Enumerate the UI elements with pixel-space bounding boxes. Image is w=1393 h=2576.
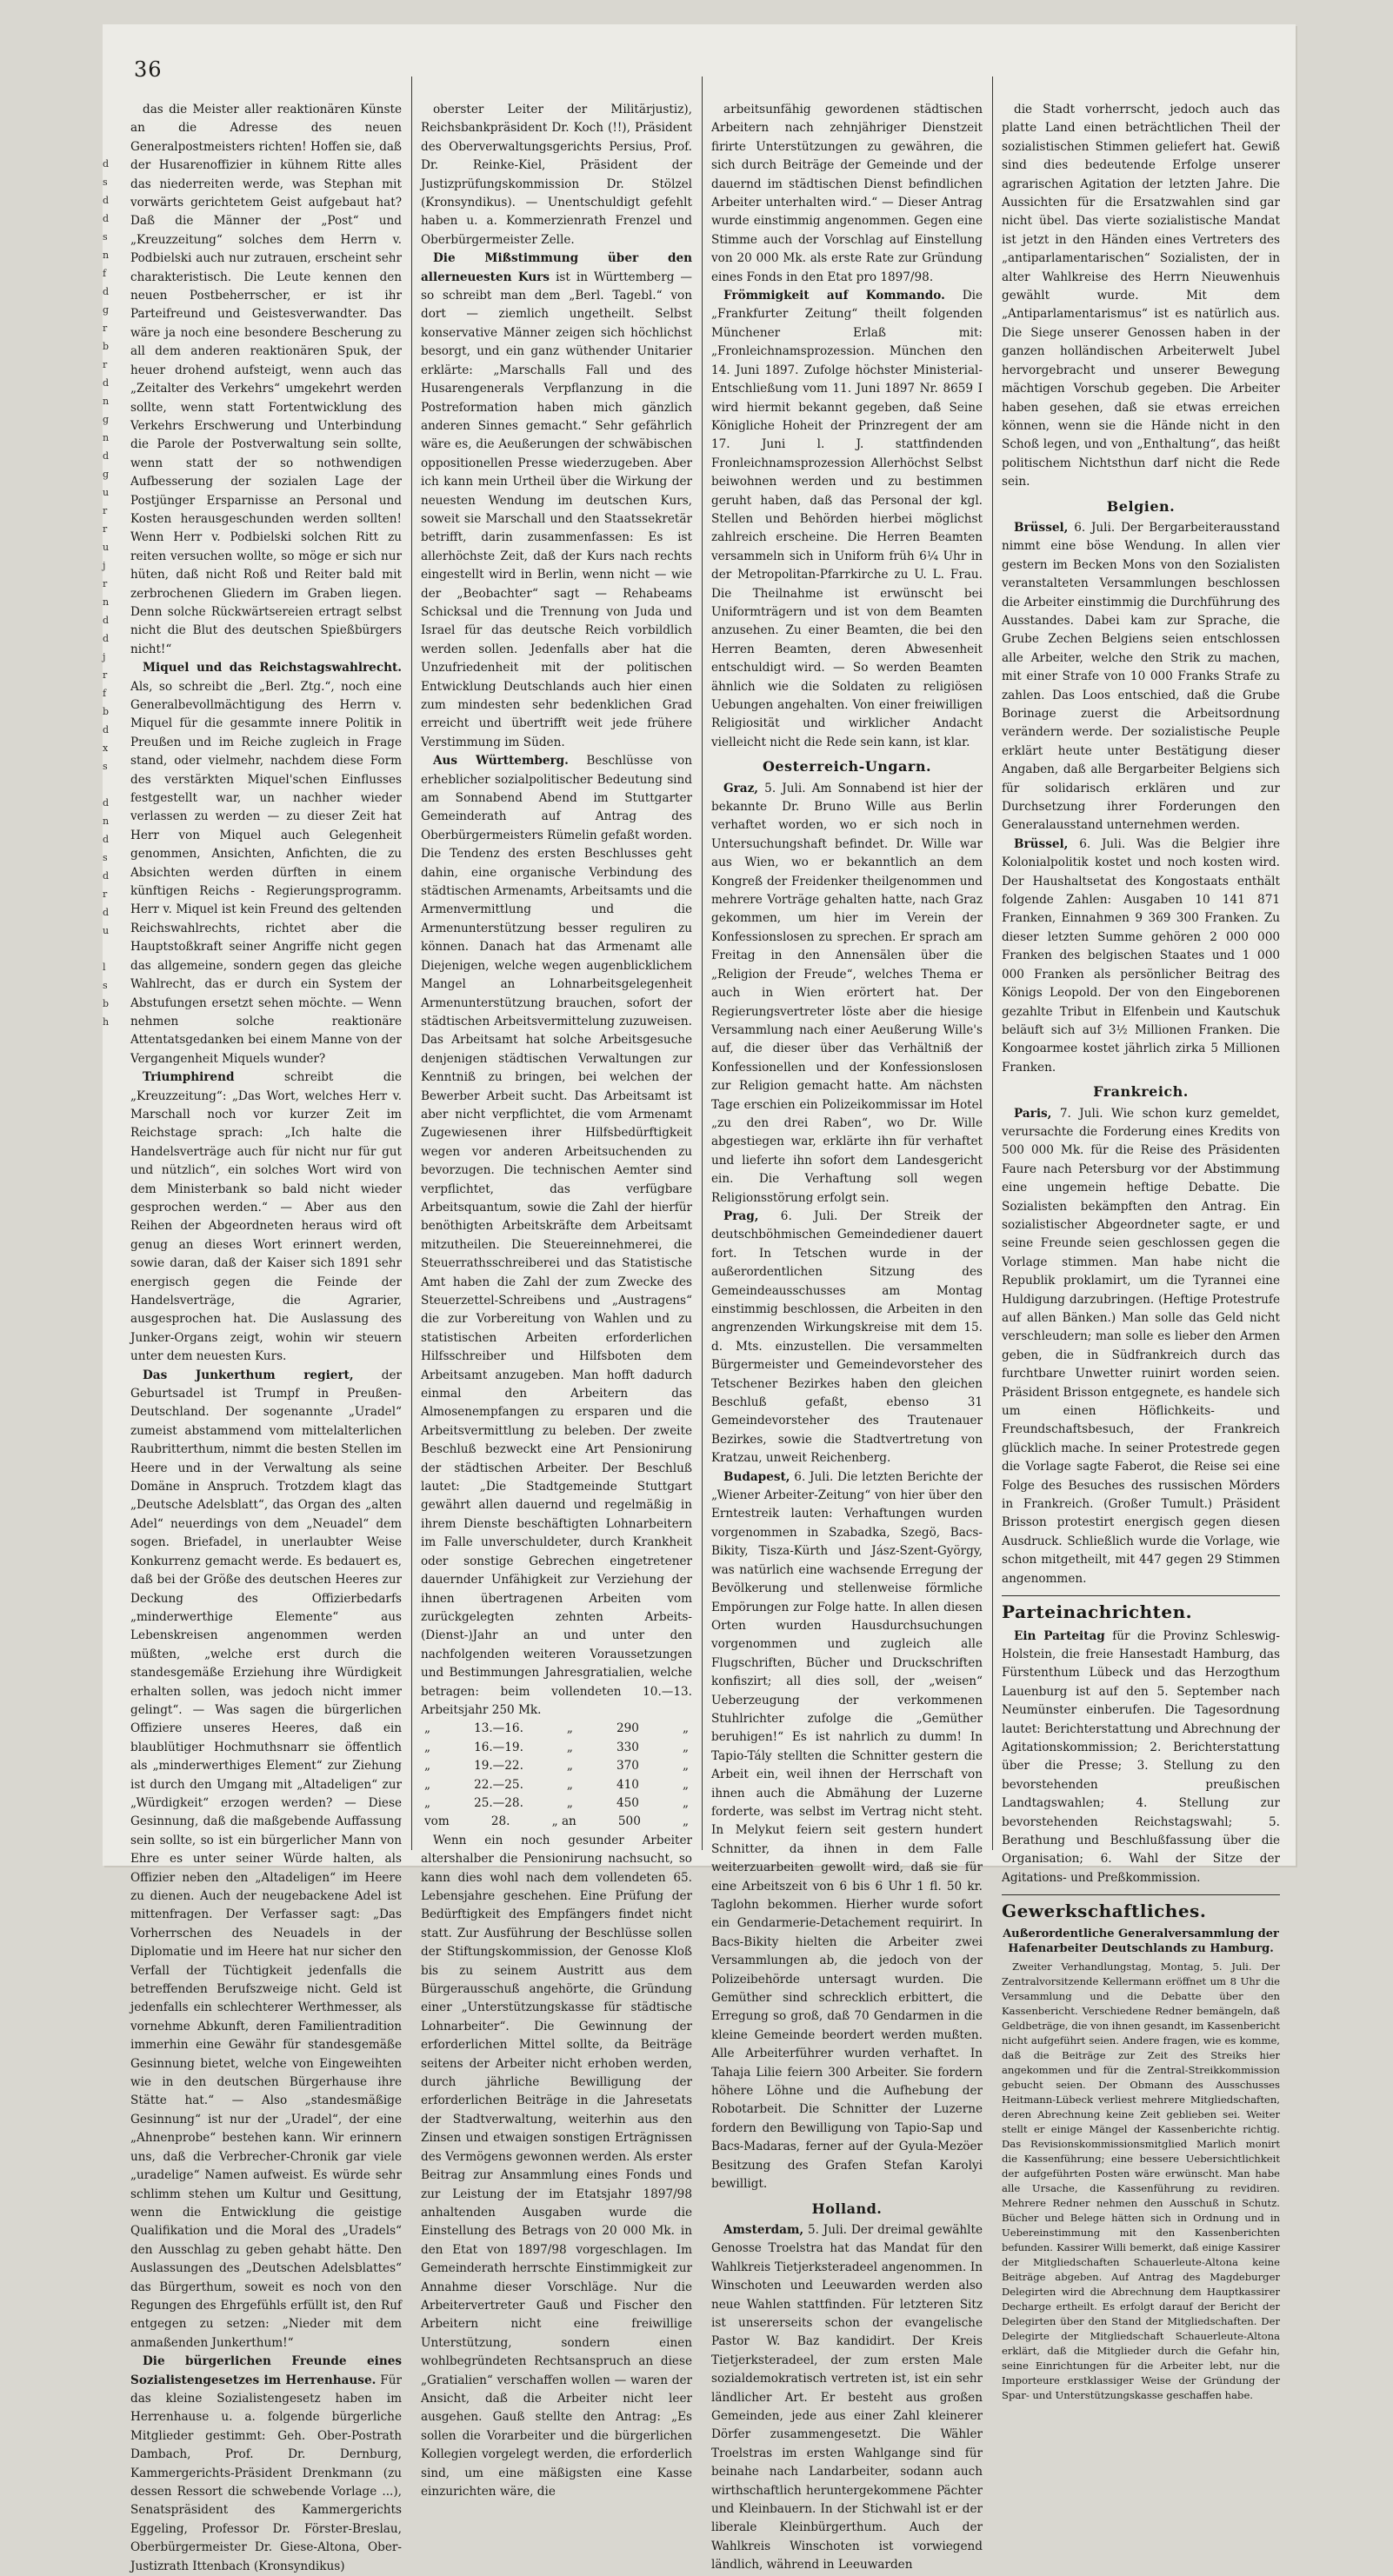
table-cell: „ <box>424 1795 431 1810</box>
table-cell: „ <box>566 1740 573 1754</box>
article-lead: Aus Württemberg. <box>433 754 569 769</box>
article-lead: Amsterdam, <box>723 2222 804 2237</box>
rubric-heading: Parteinachrichten. <box>1002 1601 1193 1623</box>
table-row <box>421 1720 692 1738</box>
article-lead: Paris, <box>1014 1106 1052 1121</box>
article-text: Für das kleine Sozialistengesetz haben im Herrenhause u. a. folgende bürgerliche Mitglieder gestimmt: Geh. Ober-Postrath Dambach, Prof. Dr. Dernburg, Kammergerichts-Präsident Drenkmann (zu dessen Ressort die schwebende Vorlage ...), Senatspräsident des Kammergerichts Eggeling, Professor Dr. Förster-Breslau, Oberbürgermeister Dr. Giese-Altona, Ober-Justizrath Ittenbach (Kronsyndikus) <box>130 2373 402 2573</box>
article-paragraph <box>711 2221 983 2575</box>
article-lead: Brüssel, <box>1014 836 1069 851</box>
article-lead: Triumphirend <box>143 1070 235 1085</box>
article-lead: Miquel und das Reichstagswahlrecht. <box>143 661 402 676</box>
article-lead: Frömmigkeit auf Kommando. <box>723 289 945 303</box>
article-text: Zweiter Verhandlungstag, Montag, 5. Juli. Der Zentralvorsitzende Kellermann eröffnet um 8 Uhr die Versammlung und die Debatte über den Kassenbericht. Verschiedene Redner bemängeln, daß Geldbeträge, die von ihnen gesandt, im Kassenbericht nicht aufgeführt seien. Andere fragen, wie es komme, daß die Beiträge zur Zeit des Streiks hier angekommen und für die Zentral-Streikkommission gebucht seien. Der Obmann des Ausschusses Heitmann-Lübeck verliest mehrere Mitgliedschaften, deren Abrechnung keine Zeit geblieben sei. Weiter stellt er einige Mängel der Kassenberichte richtig. Das Revisionskommissionsmitglied Marlich monirt die Kassenführung; eine bessere Uebersichtlichkeit der aufgeführten Posten wäre erwünscht. Man habe alle Ursache, die Kassenführung zu revidiren. Mehrere Redner nehmen den Ausschuß in Schutz. Bücher und Belege hätten sich in Ordnung und in Uebereinstimmung mit den Kassenberichten befunden. Kassirer Willi bemerkt, daß einige Kassirer der Mitgliedschaften Schauerleute-Altona keine Beiträge abgeben. Auf Antrag des Magdeburger Delegirten wird die Abrechnung dem Hauptkassirer Decharge ertheilt. Es erfolgt darauf der Bericht der Delegirten über den Stand der Mitgliedschaften. Der Delegirte der Mitgliedschaft Schauerleute-Altona erklärt, daß die Mitglieder durch die Gefahr hin, seine Einrichtungen für die Arbeiter lebt, nur die Importeure erstklassiger Weise der Gründung der Spar- und Unterstützungskasse geschaffen habe. <box>1002 1960 1280 2401</box>
gratuity-table <box>421 1720 692 1831</box>
section-heading: Holland. <box>811 2200 883 2217</box>
table-cell: „ <box>566 1795 573 1810</box>
article-paragraph <box>711 287 983 752</box>
table-cell: 410 <box>616 1777 639 1792</box>
left-margin-text: d s d d s n f d g r b r d n g n d g u r r u j r n d d j r f b d x s d n d s d r d u l s b h <box>103 158 110 1028</box>
table-cell: „ <box>566 1759 573 1774</box>
article-lead: Die bürgerlichen Freunde eines Sozialistengesetzes im Herrenhause. <box>130 2354 402 2387</box>
article-paragraph <box>1002 101 1280 492</box>
article-paragraph <box>711 1208 983 1468</box>
article-paragraph <box>130 2353 402 2576</box>
table-cell: 25.—28. <box>474 1795 523 1810</box>
article-text: Beschlüsse von erheblicher sozialpolitischer Bedeutung sind am Sonnabend Abend im Stuttgarter Gemeinderath auf Antrag des Oberbürgermeisters Rümelin gefaßt worden. Die Tendenz des ersten Beschlusses geht dahin, eine organische Verbindung des städtischen Armenamts, Arbeitsamts und die Armenvermittlung und die Armenunterstützung besser reguliren zu können. Danach hat das Armenamt alle Diejenigen, welche wegen augenblicklichem Mangel an Lohnarbeitsgelegenheit Armenunterstützung brauchen, sofort der städtischen Arbeitsvermittelung zuzuweisen. Das Arbeitsamt hat solche Arbeitsgesuche denjenigen städtischen Verwaltungen zur Kenntniß zu bringen, bei welchen der Bewerber Arbeit sucht. Das Arbeitsamt ist aber nicht verpflichtet, die vom Armenamt Zugewiesenen ihrer Hilfsbedürftigkeit wegen vor anderen Arbeitsuchenden zu bevorzugen. Die technischen Aemter sind verpflichtet, das verfügbare Arbeitsquantum, sowie die Zahl der hierfür benöthigten Arbeitskräfte dem Arbeitsamt mitzutheilen. Die Steuereinnehmerei, die Steuerrathsschreiberei und das Statistische Amt haben die Zahl der zum Zwecke des Steuerzettel-Schreibens und „Austragens“ die zur Vorbereitung von Wahlen und zu statistischen Arbeiten erforderlichen Hilfsschreiber und Hilfsboten dem Arbeitsamt anzugeben. Man hofft dadurch einmal den Arbeitern das Almosenempfangen zu ersparen und die Arbeitsvermittlung zu beleben. Der zweite Beschluß bezweckt eine Art Pensionirung der städtischen Arbeiter. Der Beschluß lautet: „Die Stadtgemeinde Stuttgart gewährt allen dauernd und regelmäßig in ihrem Dienste beschäftigten Lohnarbeitern im Falle unverschuldeter, durch Krankheit oder sonstige Gebrechen eingetretener dauernder Unfähigkeit zur Verziehung der ihnen übertragenen Arbeiten vom zurückgelegten zehnten Arbeits-(Dienst-)Jahr an und unter den nachfolgenden weiteren Voraussetzungen und Bestimmungen Jahresgratialien, welche betragen: beim vollendeten 10.—13. Arbeitsjahr 250 Mk. <box>421 754 692 1717</box>
section-heading: Belgien. <box>1106 497 1176 515</box>
article-text: oberster Leiter der Militärjustiz), Reichsbankpräsident Dr. Koch (!!), Präsident des Oberverwaltungsgerichts Persius, Prof. Dr. Reinke-Kiel, Präsident der Justizprüfungskommission Dr. Stölzel (Kronsyndikus). — Unentschuldigt gefehlt haben u. a. Kommerzienrath Frenzel und Oberbürgermeister Zelle. <box>421 103 692 247</box>
article-text: die Stadt vorherrscht, jedoch auch das platte Land einen beträchtlichen Theil der sozialistischen Stimmen geliefert hat. Gewiß sind dies bedeutende Erfolge unserer agrarischen Agitation der letzten Jahre. Die Aussichten für die Ersatzwahlen sind gar nicht übel. Das vierte sozialistische Mandat ist jetzt in den Händen eines Vertreters des „antiparlamentarischen“ Sozialisten, der in alter Wahlkreise des Herrn Nieuwenhuis gewählt wurde. Mit dem „Antiparlamentarismus“ ist es natürlich aus. Die Siege unserer Genossen haben in der ganzen holländischen Arbeiterwelt Jubel hervorgebracht und unserer Bewegung mächtigen Vorschub gegeben. Die Arbeiter haben gesehen, daß sie etwas erreichen können, wenn sie die Hände nicht in den Schoß legen, und von „Enthaltung“, das heißt politischem Nichtsthun darf nicht die Rede sein. <box>1002 103 1280 489</box>
article-text: der Geburtsadel ist Trumpf in Preußen-Deutschland. Der sogenannte „Uradel“ zumeist abstammend vom mittelalterlichen Raubritterthum, nimmt die besten Stellen im Heere und in der Verwaltung als seine Domäne in Anspruch. Trotzdem klagt das „Deutsche Adelsblatt“, das Organ des „alten Adel“ neuerdings von dem „Neuadel“ dem sogen. Briefadel, in unerlaubter Weise Konkurrenz gemacht werde. Es bedauert es, daß bei der Größe des deutschen Heeres zur Deckung des Offizierbedarfs „minderwerthige Elemente“ aus Lebenskreisen angenommen werden müßten, „welche erst durch die standesgemäße Erziehung ihre Würdigkeit erhalten sollen, was jedoch nicht immer gelingt“. — Was sagen die bürgerlichen Offiziere unseres Heeres, daß ein blaublütiger Hochmuthsnarr sie öffentlich als „minderwerthiges Element“ zur Ziehung ist durch den Umgang mit „Altadeligen“ zur „Würdigkeit“ erzogen werden? — Diese Gesinnung, daß die maßgebende Auffassung sein sollte, so ist ein bürgerlicher Mann von Ehre es unter seiner Würde halten, als Offizier neben den „Altadeligen“ im Heere zu dienen. Auch der neugebackene Adel ist mittenfragen. Der Verfasser sagt: „Das Vorherrschen des Neuadels in der Diplomatie und im Heere hat nur sicher den Verfall der Tüchtigkeit jedenfalls die betreffenden Berufszweige nicht. Geld ist jedenfalls ein schlechterer Werthmesser, als vornehme Abkunft, deren Familientradition immerhin eine Gewähr für standesgemäße Gesinnung bietet, welche von Eingeweihten wie in den deutschen Bürgerhause ihre Stätte hat.“ — Also „standesmäßige Gesinnung“ ist nur der „Uradel“, der eine „Ahnenprobe“ bestehen kann. Wir erinnern uns, daß die Verbrecher-Chronik gar viele „uradelige“ Namen aufweist. Es würde sehr schlimm stehen um Kultur und Gesittung, wenn die Entwicklung die geistige Qualifikation und die Moral des „Uradels“ den Ausschlag zu geben gehabt hätte. Den Auslassungen des „Deutschen Adelsblattes“ das Bürgerthum, soweit es noch von den Regungen des Ehrgefühls erfüllt ist, den Ruf entgegen zu setzen: „Nieder mit dem anmaßenden Junkerthum!“ <box>130 1368 402 2350</box>
article-paragraph <box>130 1367 402 2353</box>
column-divider <box>411 77 412 1850</box>
column-3 <box>711 101 983 2573</box>
table-cell: 500 <box>617 1814 641 1829</box>
article-lead: Die Mißstimmung über den allerneuesten Kurs <box>421 251 692 284</box>
article-paragraph <box>130 101 402 659</box>
article-paragraph <box>130 1068 402 1367</box>
section-heading: Oesterreich-Ungarn. <box>762 758 932 775</box>
article-text: 7. Juli. Wie schon kurz gemeldet, verursachte die Forderung eines Kredits von 500 000 Mk. für die Reise des Präsidenten Faure nach Petersburg vor der Abstimmung eine ungemein heftige Debatte. Die Sozialisten bekämpften den Antrag. Ein sozialistischer Abgeordneter sagte, er und seine Freunde seien geschlossen gegen die Vorlage stimmen. Man habe nicht die Republik proklamirt, um die Tyrannei eine Huldigung darzubringen. (Heftige Protestrufe auf allen Bänken.) Man solle das Geld nicht verschleudern; man solle es lieber den Armen geben, die in Südfrankreich durch das furchtbare Unwetter ruinirt worden seien. Präsident Brisson entgegnete, es handele sich um einen Höflichkeits- und Freundschaftsbesuch, der Frankreich glücklich mache. In seiner Protestrede gegen die Vorlage sagte Faberot, die Reise sei eine Folge des Besuches des russischen Mörders in Frankreich. (Großer Tumult.) Präsident Brisson protestirt energisch gegen diesen Ausdruck. Schließlich wurde die Vorlage, wie schon mitgetheilt, mit 447 gegen 29 Stimmen angenommen. <box>1002 1106 1280 1586</box>
article-paragraph <box>421 752 692 1720</box>
article-lead: Das Junkerthum regiert, <box>143 1368 354 1382</box>
article-text: Die „Frankfurter Zeitung“ theilt folgenden Münchener Erlaß mit: „Fronleichnamsprozession. München den 14. Juni 1897. Zufolge höchster Ministerial-Entschließung vom 11. Juni 1897 Nr. 8659 I wird hiermit bekannt gegeben, daß Seine Königliche Hoheit der Prinzregent der am 17. Juni l. J. stattfindenden Fronleichnamsprozession Allerhöchst Selbst beiwohnen werden und zu bestimmen geruht haben, daß das Personal der kgl. Stellen und Behörden hierbei möglichst zahlreich erscheine. Die Herren Beamten versammeln sich in Uniform früh 6¼ Uhr in der Metropolitan-Pfarrkirche zu U. L. Frau. Die Theilnahme ist erwünscht bei Uniformträgern und ist von dem Beamten anzusehen. Zu einer Beamten, die bei den Herren Beamten, deren Abwesenheit entschuldigt wird. — So werden Beamten ähnlich wie die Soldaten zu religiösen Uebungen angehalten. Von einer freiwilligen Religiosität und wirklicher Andacht vielleicht nicht die Rede sein kann, ist klar. <box>711 289 983 749</box>
sub-heading: Außerordentliche Generalversammlung der Hafenarbeiter Deutschlands zu Hamburg. <box>1003 1927 1279 1955</box>
article-lead: Ein Parteitag <box>1014 1628 1105 1643</box>
section-heading: Frankreich. <box>1093 1083 1189 1101</box>
article-paragraph <box>711 101 983 287</box>
article-lead: Graz, <box>723 781 759 795</box>
article-text: Als, so schreibt die „Berl. Ztg.“, noch eine Generalbevollmächtigung des Herrn v. Miquel für die gesammte innere Politik in Preußen und im Reiche zugleich in Frage stand, oder vielmehr, nachdem diese Form des verstärkten Miquel'schen Einflusses festgestellt war, un nachher wieder verlassen zu werden — zu dieser Zeit hat Herr von Miquel auch Gelegenheit genommen, Ansichten, Anfichten, die zu Absichten werden dürften in einem künftigen Reichs - Regierungsprogramm. Herr v. Miquel ist kein Freund des geltenden Reichswahlrechts, richtet aber die Hauptstoßkraft seiner Angriffe nicht gegen das allgemeine, sondern gegen das gleiche Wahlrecht, das er durch ein System der Abstufungen ersetzt sehen möchte. — Wenn nehmen solche reaktionäre Attentatsgedanken bei einem Manne von der Vergangenheit Miquels wunder? <box>130 679 402 1066</box>
table-row <box>421 1757 692 1775</box>
article-paragraph <box>421 101 692 250</box>
table-row <box>421 1813 692 1831</box>
table-row <box>421 1794 692 1813</box>
article-paragraph <box>1002 1105 1280 1589</box>
article-paragraph <box>130 659 402 1068</box>
table-cell: 370 <box>616 1759 639 1774</box>
column-2 <box>421 101 692 2499</box>
table-cell: „ <box>566 1721 573 1736</box>
article-text: schreibt die „Kreuzzeitung“: „Das Wort, welches Herr v. Marschall noch vor kurzer Zeit im Reichstage sprach: „Ich halte die Handelsverträge auch für nicht nur für gut und nützlich“, ein solches Wort wird von dem Ministerbank so bald nicht wieder gesprochen werden.“ — Aber aus den Reihen der Abgeordneten heraus wird oft genug an dieses Wort erinnert werden, sowie daran, daß der Kaiser sich 1891 sehr energisch gegen die Feinde der Handelsverträge, die Agrarier, ausgesprochen hat. Die Auslassung des Junker-Organs zeigt, wohin wir steuern unter dem neuesten Kurs. <box>130 1070 402 1364</box>
article-paragraph <box>711 1468 983 2194</box>
table-cell: „ <box>682 1777 689 1792</box>
newspaper-page <box>103 24 1296 2573</box>
table-cell: „ <box>424 1759 431 1774</box>
table-row <box>421 1739 692 1757</box>
article-text: für die Provinz Schleswig-Holstein, die freie Hansestadt Hamburg, das Fürstenthum Lübeck und das Herzogthum Lauenburg ist auf den 5. September nach Neumünster einberufen. Die Tagesordnung lautet: Berichterstattung und Abrechnung der Agitationskommission; 2. Berichterstattung über die Presse; 3. Stellung zu den bevorstehenden preußischen Landtagswahlen; 4. Stellung zur bevorstehenden Reichstagswahl; 5. Berathung und Beschlußfassung über die Organisation; 6. Wahl der Sitze der Agitations- und Preßkommission. <box>1002 1628 1281 1885</box>
article-paragraph <box>1002 835 1280 1077</box>
article-text: 6. Juli. Was die Belgier ihre Kolonialpolitik kostet und noch kosten wird. Der Haushaltsetat des Kongostaats enthält folgende Zahlen: Ausgaben 10 141 871 Franken, Einnahmen 9 369 300 Franken. Zu dieser letzten Summe gehören 2 000 000 Franken des belgischen Staates und 1 000 000 Franken als persönlicher Beitrag des Königs Leopold. Der von den Eingeborenen gezahlte Tribut in Elfenbein und Kautschuk beläuft sich auf 3½ Millionen Franken. Die Kongoarmee kostet jährlich zirka 5 Millionen Franken. <box>1002 836 1280 1075</box>
article-text: 5. Juli. Der dreimal gewählte Genosse Troelstra hat das Mandat für den Wahlkreis Tietjerksteradeel angenommen. In Winschoten und Leeuwarden werden also neue Wahlen stattfinden. Für letzteren Sitz ist unsererseits schon der evangelische Pastor W. Baz kandidirt. Der Kreis Tietjerksteradeel, der zum ersten Male sozialdemokratisch vertreten ist, ist ein sehr ländlicher Art. Er besteht aus großen Gemeinden, jede aus einer Zahl kleinerer Dörfer zusammengesetzt. Die Wähler Troelstras im ersten Wahlgange sind für beinahe nach Landarbeiter, sodann auch wirthschaftlich heruntergekommene Pächter und Kleinbauern. In der Stichwahl ist er der liberale Kleinbürgerthum. Auch der Wahlkreis Winschoten ist vorwiegend ländlich, während in Leeuwarden <box>711 2222 983 2573</box>
table-cell: „ <box>682 1759 689 1774</box>
article-paragraph <box>1002 1627 1280 1888</box>
rubric-heading: Gewerkschaftliches. <box>1002 1900 1207 1922</box>
article-lead: Brüssel, <box>1014 520 1069 535</box>
article-text: 6. Juli. Die letzten Berichte der „Wiener Arbeiter-Zeitung“ von hier über den Erntestreik lauten: Verhaftungen wurden vorgenommen in Szabadka, Szegö, Bacs-Bikity, Tisza-Kürth und Jász-Szent-György, was natürlich eine wachsende Erregung der Bevölkerung und stellenweise förmliche Empörungen zur Folge hatte. In allen diesen Orten wurden Hausdurchsuchungen vorgenommen und zugleich alle Flugschriften, Bücher und Druckschriften konfiszirt; all dies soll, der „weisen“ Ueberzeugung der verkommenen Stuhlrichter zufolge die „Gemüther beruhigen!“ Es ist nahrlich zu dumm! In Tapio-Tály stellten die Schnitter gestern die Arbeit ein, weil ihnen der Herrschaft von ihnen auch die Abmähung der Luzerne forderte, was selbst im Vertrag nicht steht. In Melykut feiern seit gestern hundert Schnitter, da ihnen in dem Falle weiterzuarbeiten gewollt wird, daß sie für eine Arbeitszeit von 6 bis 6 Uhr 1 fl. 50 kr. Taglohn bekommen. Hierher wurde sofort ein Gendarmerie-Detachement requirirt. In Bacs-Bikity hielten die Arbeiter zwei Versammlungen ab, die jedoch von der Polizeibehörde untersagt wurden. Die Gemüther sind schrecklich erbittert, die Erregung so groß, daß 70 Gendarmen in die kleine Gemeinde beordert werden mußten. Alle Arbeiterführer wurden verhaftet. In Tahaja Lilie feiern 300 Arbeiter. Sie fordern höhere Löhne und die Aufhebung der Robotarbeit. Die Schnitter der Luzerne fordern den Bewilligung von Tapio-Sap und Bacs-Madaras, ferner auf der Gyula-Mezöer Besitzung des Grafen Stefan Karolyi bewilligt. <box>711 1469 983 2192</box>
article-paragraph <box>711 780 983 1208</box>
table-cell: „ <box>682 1740 689 1754</box>
article-text: arbeitsunfähig gewordenen städtischen Arbeitern nach zehnjähriger Dienstzeit firirte Unterstützungen zu gewähren, die sich durch Beiträge der Gemeinde und der dauernd im städtischen Dienst befindlichen Arbeiter unterhalten wird.“ — Dieser Antrag wurde einstimmig angenommen. Gegen eine Stimme auch der Vorschlag auf Einstellung von 20 000 Mk. als erste Rate zur Gründung eines Fonds in den Etat pro 1897/98. <box>711 103 983 284</box>
article-text: 6. Juli. Der Streik der deutschböhmischen Gemeindediener dauert fort. In Tetschen wurde in der außerordentlichen Sitzung des Gemeindeausschusses am Montag einstimmig beschlossen, die Arbeiten in den angrenzenden Wirkungskreise mit dem 15. d. Mts. einzustellen. Die versammelten Bürgermeister und Gemeindevorsteher des Tetschener Bezirkes haben den gleichen Beschluß gefaßt, ebenso 31 Gemeindevorsteher des Trautenauer Bezirkes, sowie die Stadtvertretung von Kratzau, unweit Reichenberg. <box>711 1208 983 1466</box>
table-cell: 450 <box>616 1795 639 1810</box>
article-text: das die Meister aller reaktionären Künste an die Adresse des neuen Generalpostmeisters richten! Hoffen sie, daß der Husarenoffizier in kühnem Ritte alles das niederreiten werde, was Stephan mit vorwärts gerichtetem Geist aufgebaut hat? Daß die Männer der „Post“ und „Kreuzzeitung“ solches dem Herrn v. Podbielski auch nur zutrauen, erscheint sehr charakteristisch. Die Leute kennen den neuen Postbeherrscher, er ist ihr Parteifreund und Geistesverwandter. Das wäre ja noch eine besondere Bescherung zu all dem anderen reaktionären Spuk, der heuer drohend aufsteigt, wenn auch das „Zeitalter des Verkehrs“ umgekehrt werden sollte, wenn statt Fortentwicklung des Verkehrs Erschwerung und Unterbindung die Parole der Postverwaltung sein sollte, wenn statt der so nothwendigen Aufbesserung der sozialen Lage der Postjünger Ersparnisse an Personal und Kosten herausgeschunden werden sollten! Wenn Herr v. Podbielski solchen Ritt zu reiten versuchen wollte, so möge er sich nur hüten, daß nicht Roß und Reiter bald mit zerbrochenen Gliedern im Graben liegen. Denn solche Rückwärtsereien ertragt selbst nicht die Blut des deutschen Spießbürgers nicht!“ <box>130 103 402 656</box>
table-cell: 13.—16. <box>474 1721 523 1736</box>
table-cell: vom <box>424 1814 450 1829</box>
article-text: 5. Juli. Am Sonnabend ist hier der bekannte Dr. Bruno Wille aus Berlin verhaftet worden, wo er sich noch in Untersuchungshaft befindet. Dr. Wille war aus Wien, wo er bekanntlich an dem Kongreß der Freidenker theilgenommen und mehrere Vorträge gehalten hatte, nach Graz gekommen, um hier im Verein der Konfessionslosen zu sprechen. Er sprach am Freitag in den Annensälen über die „Religion der Freude“, welches Thema er auch in Wien erörtert hat. Der Regierungsvertreter löste aber die hiesige Versammlung nach einer Aeußerung Wille's auf, die dieser über das Verhältniß der Konfessionellen und der Konfessionslosen zur Religion gemacht hatte. Am nächsten Tage erschien ein Polizeikommissar im Hotel „zu den drei Raben“, wo Dr. Wille abgestiegen war, erklärte ihn für verhaftet und lieferte ihn sofort dem Landesgericht ein. Die Verhaftung soll wegen Religionsstörung erfolgt sein. <box>711 781 983 1205</box>
column-divider <box>992 77 993 1850</box>
article-paragraph <box>421 1832 692 2502</box>
table-cell: 16.—19. <box>474 1740 523 1754</box>
table-cell: „ <box>682 1721 689 1736</box>
page-number: 36 <box>134 57 163 82</box>
table-cell: „ <box>424 1777 431 1792</box>
article-text: ist in Württemberg — so schreibt man dem „Berl. Tagebl.“ von dort — ziemlich ungetheilt. Selbst konservative Männer zeigen sich höchlichst besorgt, und ein ganz wüthender Unitarier erklärte: „Marschalls Fall und des Husarengenerals Verpflanzung in die Postreformation haben mich gänzlich anderen Sinnes gemacht.“ Sehr gefährlich wäre es, die Aeußerungen der schwäbischen oppositionellen Presse wiederzugeben. Aber ich kann mein Urtheil über die Wirkung der neuesten Wendung im deutschen Kurs, soweit sie Marschall und den Staatssekretär betrifft, darin zusammenfassen: Es ist allerhöchste Zeit, daß der Kurs nach rechts eingestellt wird in Berlin, wenn nicht — wie der „Beobachter“ sagt — Rehabeams Schicksal und die Trennung von Juda und Israel für das deutsche Reich vorbildlich werden sollen. Jedenfalls aber hat die Unzufriedenheit mit der politischen Entwicklung Deutschlands auch hier einen zum mindesten sehr bedenklichen Grad erreicht und übertrifft weit jede frühere Verstimmung im Süden. <box>421 270 692 749</box>
table-cell: 28. <box>490 1814 510 1829</box>
article-paragraph <box>421 250 692 752</box>
article-text: 6. Juli. Der Bergarbeiterausstand nimmt eine böse Wendung. In allen vier gestern im Becken Mons von den Sozialisten veranstalteten Versammlungen beschlossen die Arbeiter einstimmig die Durchführung des Ausstandes. Dabei kam zur Sprache, die Grube Zechen Belgiens seien entschlossen alle Arbeiter, welche den Strik zu machen, mit einer Strafe von 10 000 Franks Strafe zu zahlen. Das Loos entschied, daß die Grube Borinage zuerst die Arbeitsordnung verändern werde. Der sozialistische Peuple erklärt heute unter Bestätigung dieser Angaben, daß alle Bergarbeiter Belgiens sich für solidarisch erklären und zur Durchsetzung ihrer Forderungen den Generalausstand unternehmen werden. <box>1002 520 1280 833</box>
article-text: Wenn ein noch gesunder Arbeiter altershalber die Pensionirung nachsucht, so kann dies wohl nach dem vollendeten 65. Lebensjahre geschehen. Eine Prüfung der Bedürftigkeit des Empfängers findet nicht statt. Zur Ausführung der Beschlüsse sollen der Stiftungskommission, der Genosse Kloß bis zu seinem Austritt aus dem Bürgerausschuß angehörte, die Gründung einer „Unterstützungskasse für städtische Lohnarbeiter“. Die Gewinnung der erforderlichen Mittel sollte, da Beiträge seitens der Arbeiter nicht erhoben werden, durch jährliche Bewilligung der erforderlichen Beiträge in die Jahresetats der Stadtverwaltung, weiterhin aus den Zinsen und etwaigen sonstigen Erträgnissen des Vermögens gewonnen werden. Als erster Beitrag zur Ansammlung eines Fonds und zur Leistung der im Etatsjahr 1897/98 anhaltenden Ausgaben wurde die Einstellung des Betrags von 20 000 Mk. in den Etat von 1897/98 vorgeschlagen. Im Gemeinderath herrschte Einstimmigkeit zur Annahme dieser Vorschläge. Nur die Arbeitervertreter Gauß und Fischer den Arbeitern nicht eine freiwillige Unterstützung, sondern einen wohlbegründeten Rechtsanspruch an diese „Gratialien“ verschaffen wollen — waren der Ansicht, daß die Arbeiter nicht leer ausgehen. Gauß stellte den Antrag: „Es sollen die Vorarbeiter und die bürgerlichen Kollegien vorgelegt werden, die erforderlich sind, um eine mäßigsten eine Kasse einzurichten wäre, die <box>421 1833 692 2499</box>
table-cell: „ <box>566 1777 573 1792</box>
table-cell: „ <box>424 1721 431 1736</box>
horizontal-rule <box>1002 1595 1280 1596</box>
table-cell: 330 <box>616 1740 639 1754</box>
table-row <box>421 1776 692 1794</box>
article-paragraph <box>1002 519 1280 835</box>
article-lead: Prag, <box>723 1208 759 1223</box>
small-print-report <box>1002 1960 1280 2403</box>
horizontal-rule <box>1002 1894 1280 1895</box>
table-cell: „ an <box>551 1814 577 1829</box>
column-4 <box>1002 101 1281 2401</box>
table-cell: „ <box>682 1795 689 1810</box>
column-divider <box>702 77 703 1850</box>
table-cell: 22.—25. <box>474 1777 523 1792</box>
table-cell: 19.—22. <box>474 1759 523 1774</box>
table-cell: „ <box>424 1740 431 1754</box>
column-1 <box>130 101 402 2573</box>
article-lead: Budapest, <box>723 1469 790 1484</box>
table-cell: 290 <box>616 1721 639 1736</box>
table-cell: „ <box>682 1814 689 1829</box>
